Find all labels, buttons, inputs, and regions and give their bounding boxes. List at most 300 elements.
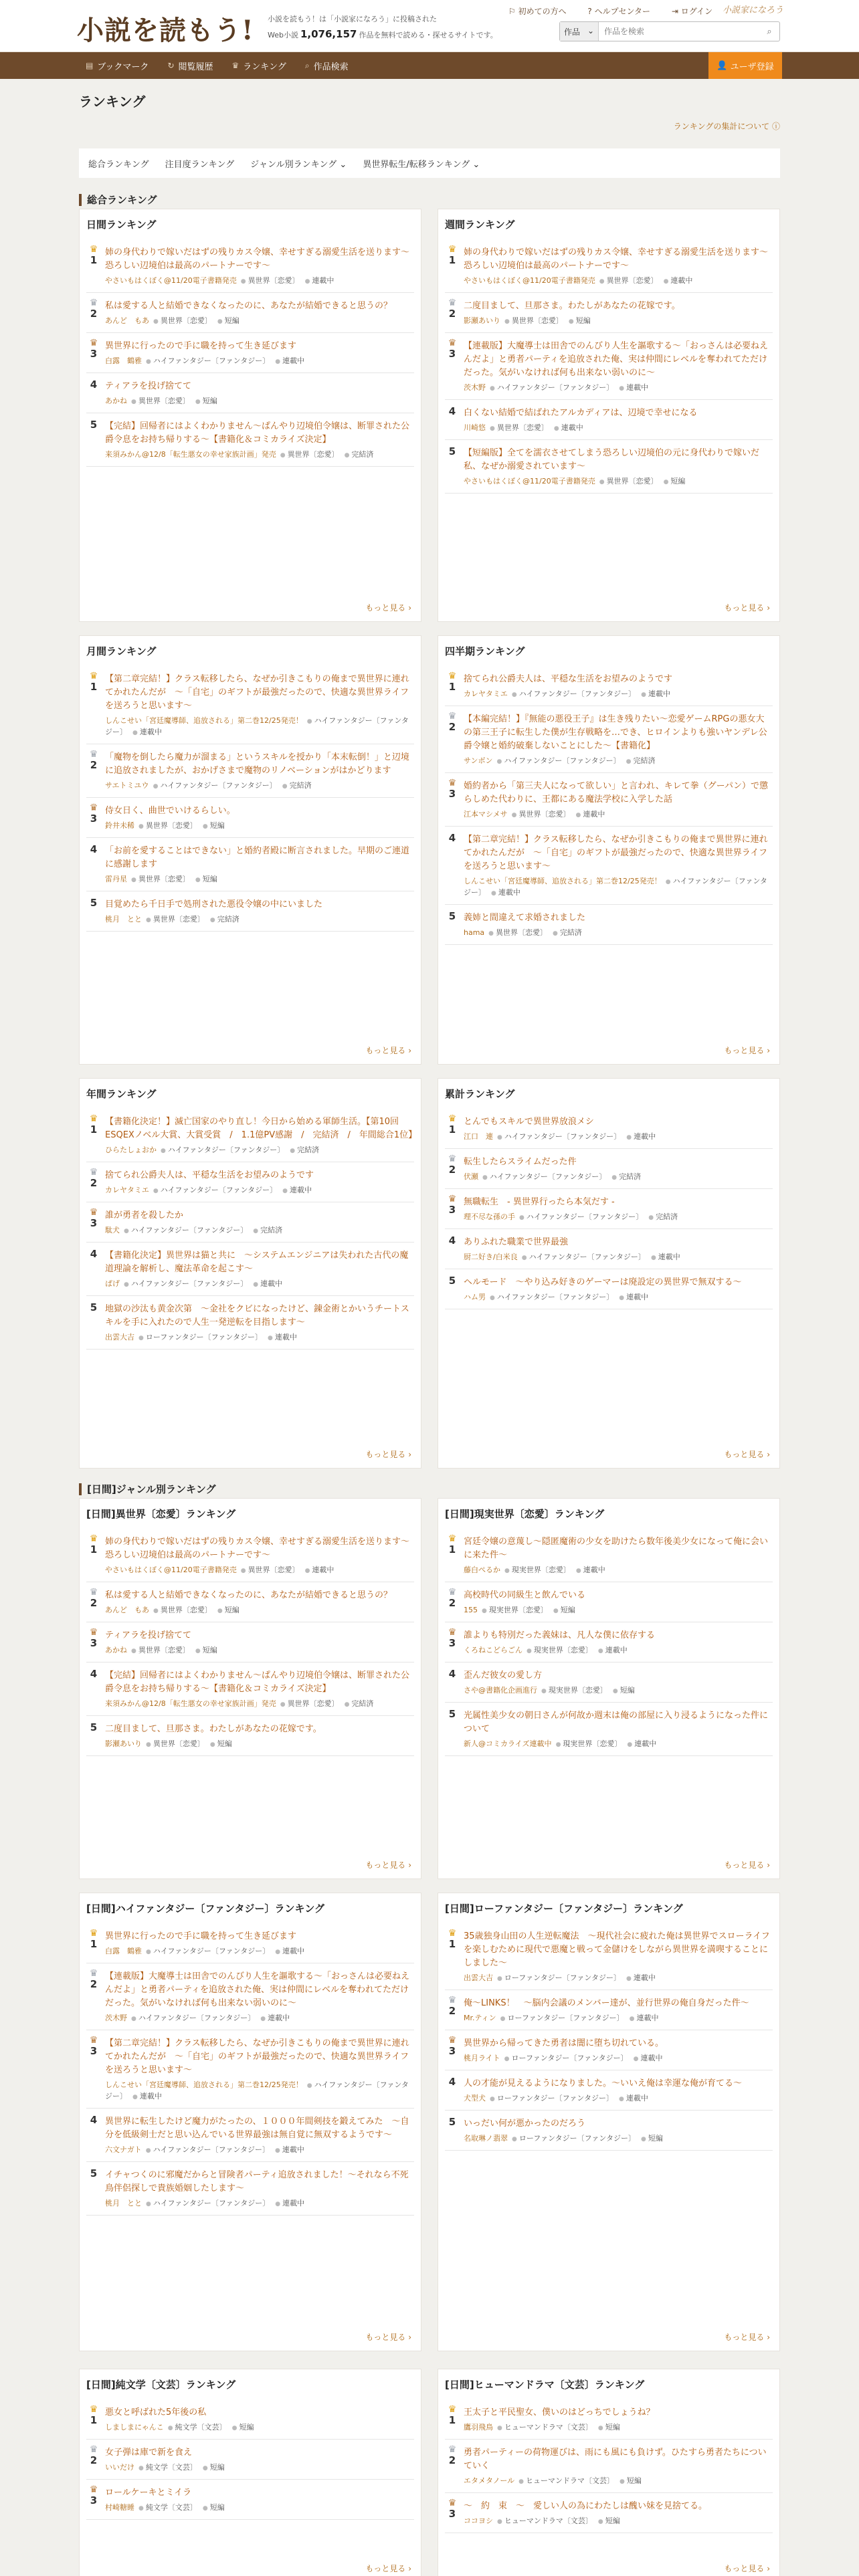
- crown-icon: ♛: [448, 1154, 457, 1164]
- crown-icon: ♛: [448, 2444, 457, 2455]
- novel-tag: ● ハイファンタジー〔ファンタジー〕: [464, 877, 767, 897]
- more-link[interactable]: もっと見る ›: [365, 2564, 411, 2573]
- tab-attention[interactable]: 注目度ランキング: [165, 159, 235, 170]
- rank-badge: [86, 2114, 101, 2126]
- author-link[interactable]: 茨木野: [464, 383, 486, 392]
- author-link[interactable]: 鈴井未稀: [105, 821, 134, 830]
- novel-title-link[interactable]: 高校時代の同級生と飲んでいる: [464, 1590, 586, 1600]
- novel-title-link[interactable]: ティアラを投げ捨てて: [105, 381, 191, 391]
- ranking-card: [79, 1893, 421, 2351]
- novel-title-link[interactable]: 異世界に行ったので手に職を持って生き延びます: [105, 341, 297, 351]
- rank-number: 4: [448, 1235, 456, 1247]
- more-link[interactable]: もっと見る ›: [365, 603, 411, 613]
- novel-tag: ● 連載中: [491, 888, 520, 897]
- more-link[interactable]: もっと見る ›: [724, 603, 770, 613]
- ranking-item: [86, 1923, 414, 1963]
- author-link[interactable]: あんど もあ: [105, 1606, 149, 1614]
- ranking-card: [438, 1498, 780, 1879]
- ranking-card-title: [日間]異世界〔恋愛〕ランキング: [86, 1508, 236, 1520]
- author-link[interactable]: 藤白ぺるか: [464, 1566, 500, 1574]
- novel-tag: ● 異世界〔恋愛〕: [241, 276, 300, 285]
- novel-tag: ● ハイファンタジー〔ファンタジー〕: [146, 2145, 270, 2154]
- novel-meta: [464, 2516, 773, 2527]
- ranking-item: [445, 2111, 773, 2151]
- novel-title-link[interactable]: ありふれた職業で世界最強: [464, 1237, 569, 1247]
- author-link[interactable]: ひらたしょおか: [105, 1146, 157, 1154]
- novel-title-link[interactable]: 【連載版】大魔導士は田舎でのんびり人生を謳歌する〜「おっさんは必要ねえんだよ」と勇者パーティを追放された俺、実は仲間にレベルを奪われてただけだった。気がいなければ何も出来ない弱いのに〜: [464, 341, 769, 378]
- novel-tag: ● 短編: [232, 2423, 254, 2432]
- rank-number: 4: [90, 1248, 98, 1260]
- novel-title-link[interactable]: 無職転生 - 異世界行ったら本気だす -: [464, 1197, 615, 1207]
- author-link[interactable]: 江口 連: [464, 1132, 493, 1141]
- register-button[interactable]: [708, 52, 782, 79]
- chevron-down-icon: ⌄: [587, 26, 594, 35]
- narou-brand-logo[interactable]: 小説家になろう: [723, 5, 784, 15]
- novel-title-link[interactable]: 王太子と平民聖女、僕いのはどっちでしょうね？: [464, 2407, 655, 2418]
- tab-isekai[interactable]: 異世界転生/転移ランキング ⌄: [363, 159, 480, 170]
- crown-icon: ♛: [448, 298, 457, 308]
- ranking-item: [445, 1269, 773, 1309]
- novel-meta: [464, 1172, 773, 1183]
- ranking-item: [445, 2399, 773, 2440]
- novel-title-link[interactable]: 〜 約 束 〜 愛しい人の為にわたしは醜い妹を見捨てる。: [464, 2501, 708, 2511]
- author-link[interactable]: しんこせい「宮廷魔導師、追放される」第二巻12/25発売！: [105, 716, 303, 725]
- novel-title-link[interactable]: 転生したらスライムだった件: [464, 1157, 577, 1167]
- author-link[interactable]: しましまにゃんこ: [105, 2423, 164, 2432]
- stats-suffix: 作品を無料で読める・探せるサイトです。: [359, 31, 498, 39]
- rank-number: 1: [90, 681, 98, 693]
- novel-tag: ● 現実世界〔恋愛〕: [504, 1566, 571, 1574]
- more-link[interactable]: もっと見る ›: [365, 1860, 411, 1870]
- rank-number: 3: [90, 2494, 98, 2506]
- author-link[interactable]: 理不尽な孫の手: [464, 1212, 515, 1221]
- novel-meta: [105, 1565, 414, 1576]
- rank-badge: [86, 2036, 101, 2057]
- author-link[interactable]: 雷丹星: [105, 875, 127, 883]
- ranking-card: [79, 1498, 421, 1879]
- ranking-item: [445, 239, 773, 293]
- more-link[interactable]: もっと見る ›: [724, 1450, 770, 1459]
- more-link[interactable]: もっと見る ›: [724, 1860, 770, 1870]
- novel-title-link[interactable]: 【第二章完結！】クラス転移したら、なぜか引きこもりの俺まで異世界に連れてかれたんだが 〜「自宅」のギフトが最強だったので、快適な異世界ライフを送ろうと思います〜: [105, 674, 409, 711]
- author-link[interactable]: 桃月ライト: [464, 2054, 500, 2062]
- novel-tag: ● 連載中: [260, 2014, 290, 2022]
- author-link[interactable]: やさいもはくぼく@11/20電子書籍発売: [464, 477, 595, 486]
- crown-icon: ♛: [89, 1207, 98, 1218]
- author-link[interactable]: カレヤタミエ: [105, 1186, 149, 1194]
- novel-title-link[interactable]: 二度目まして、旦那さま。わたしがあなたの花嫁です。: [464, 301, 680, 311]
- novel-tag: ● 連載中: [626, 1973, 656, 1982]
- author-link[interactable]: 桃月 とと: [105, 915, 142, 924]
- novel-tag: ● ローファンタジー〔ファンタジー〕: [490, 2094, 613, 2103]
- rank-number: 3: [448, 348, 456, 360]
- rank-badge: [445, 778, 460, 800]
- rank-number: 2: [448, 2454, 456, 2466]
- author-link[interactable]: サンボン: [464, 756, 493, 765]
- rank-number: 1: [90, 1123, 98, 1136]
- ranking-card-title: [日間]ハイファンタジー〔ファンタジー〕ランキング: [86, 1903, 325, 1915]
- rank-number: 1: [90, 2414, 98, 2426]
- ranking-item: [86, 1162, 414, 1202]
- novel-title-link[interactable]: 私は愛する人と結婚できなくなったのに、あなたが結婚できると思うの？: [105, 1590, 393, 1600]
- novel-tag: ● ハイファンタジー〔ファンタジー〕: [131, 2014, 255, 2022]
- author-link[interactable]: 新人@コミカライズ連載中: [464, 1739, 552, 1748]
- nav-bookmark-label: ブックマーク: [97, 62, 149, 72]
- search-input[interactable]: [599, 22, 759, 41]
- novel-meta: [105, 1739, 414, 1750]
- rank-badge: [445, 1275, 460, 1287]
- novel-tag: ● 連載中: [619, 1293, 648, 1301]
- help-center-link[interactable]: ? ヘルプセンター: [587, 7, 651, 16]
- stats-count: 1,076,157: [300, 28, 357, 40]
- novel-meta: [464, 2013, 773, 2024]
- more-link[interactable]: もっと見る ›: [365, 2333, 411, 2342]
- rank-badge: [445, 2445, 460, 2466]
- novel-title-link[interactable]: 【書籍化決定】異世界は猫と共に 〜システムエンジニアは失われた古代の魔道理論を解析し、魔法革命を起こす〜: [105, 1251, 409, 1274]
- author-link[interactable]: 影瀬あいり: [105, 1739, 142, 1748]
- rank-number: 1: [448, 1543, 456, 1555]
- more-link[interactable]: もっと見る ›: [365, 1046, 411, 1055]
- novel-tag: ● ハイファンタジー〔ファンタジー〕: [124, 1226, 248, 1235]
- site-logo[interactable]: 小説を読もう!: [77, 15, 254, 46]
- author-link[interactable]: 出雲大吉: [464, 1973, 493, 1982]
- rank-badge: [86, 1929, 101, 1950]
- novel-title-link[interactable]: 捨てられ公爵夫人は、平穏な生活をお望みのようです: [105, 1170, 314, 1180]
- author-link[interactable]: 江本マシメサ: [464, 810, 508, 819]
- novel-tag: ● 連載中: [598, 1646, 628, 1654]
- novel-tag: ● ローファンタジー〔ファンタジー〕: [512, 2134, 636, 2143]
- novel-title-link[interactable]: 【第二章完結！】クラス転移したら、なぜか引きこもりの俺まで異世界に連れてかれたんだが 〜「自宅」のギフトが最強だったので、快適な異世界ライフを送ろうと思います〜: [105, 2038, 409, 2075]
- rank-number: 3: [448, 2508, 456, 2520]
- rank-number: 3: [448, 2045, 456, 2057]
- crown-icon: ♛: [231, 61, 240, 70]
- novel-title-link[interactable]: 姉の身代わりで嫁いだはずの残りカス令嬢、幸せすぎる溺愛生活を送ります〜恐ろしい辺境伯は最高のパートナーです〜: [464, 247, 769, 271]
- rank-number: 5: [448, 1275, 456, 1287]
- novel-title-link[interactable]: イチャつくのに邪魔だからと冒険者パーティ追放されました！〜それなら不死鳥伴侶探しで貴族婚姻したします〜: [105, 2170, 409, 2193]
- crown-icon: ♛: [89, 1533, 98, 1544]
- rank-number: 1: [448, 1123, 456, 1136]
- ranking-item: [86, 1529, 414, 1582]
- ranking-item: [445, 905, 773, 945]
- nav-history[interactable]: [167, 60, 213, 72]
- crown-icon: ♛: [448, 1995, 457, 2006]
- crown-icon: ♛: [89, 1113, 98, 1124]
- author-link[interactable]: 六文ナガト: [105, 2145, 142, 2154]
- novel-meta: [464, 876, 773, 899]
- novel-title-link[interactable]: 誰が勇者を殺したか: [105, 1210, 184, 1220]
- author-link[interactable]: やさいもはくぼく@11/20電子書籍発売: [464, 276, 595, 285]
- login-link[interactable]: ⇥ ログイン: [671, 7, 713, 16]
- author-link[interactable]: 犬型犬: [464, 2094, 486, 2103]
- author-link[interactable]: Mr.ティン: [464, 2014, 496, 2022]
- ranking-item: [86, 413, 414, 467]
- novel-title-link[interactable]: ヘルモード 〜やり込み好きのゲーマーは廃設定の異世界で無双する〜: [464, 1277, 742, 1287]
- author-link[interactable]: ぱげ: [105, 1279, 120, 1288]
- author-link[interactable]: 鷹羽飛鳥: [464, 2423, 493, 2432]
- novel-title-link[interactable]: 白くない結婚で結ばれたアルカディアは、辺境で幸せになる: [464, 408, 698, 418]
- novel-meta: [105, 1225, 414, 1237]
- novel-meta: [105, 2145, 414, 2156]
- ranking-item: [86, 666, 414, 744]
- novel-tag: ● 連載中: [641, 689, 670, 698]
- rank-badge: [445, 671, 460, 693]
- author-link[interactable]: しんこせい「宮廷魔導師、追放される」第二巻12/25発売！: [105, 2080, 303, 2089]
- novel-title-link[interactable]: 【書籍化決定！】滅亡国家のやり直し！今日から始める軍師生活。【第10回ESQEXノベル大賞、大賞受賞 / 1.1億PV感謝 / 完結済 / 年間総合1位】: [105, 1117, 417, 1140]
- novel-title-link[interactable]: 誰よりも特別だった義妹は、凡人な僕に依存する: [464, 1630, 656, 1640]
- novel-title-link[interactable]: 女子弾は庫で新を食え: [105, 2448, 193, 2458]
- novel-meta: [464, 689, 773, 700]
- crown-icon: ♛: [448, 1627, 457, 1638]
- rank-number: 4: [448, 832, 456, 844]
- author-link[interactable]: 厨二好き/白米良: [464, 1253, 518, 1261]
- novel-tag: ● 連載中: [275, 2199, 304, 2208]
- novel-tag: ● 現実世界〔恋愛〕: [541, 1686, 607, 1695]
- novel-title-link[interactable]: 【本編完結！】『無能の悪役王子』は生き残りたい〜恋愛ゲームRPGの悪女大の第三王子に転生した僕が生存戦略を…でき、ヒロインよりも強いヤンデレ公爵令嬢と婚約破棄しないことにした〜【書籍化】: [464, 714, 767, 751]
- ranking-item: [445, 1109, 773, 1149]
- author-link[interactable]: 来須みかん@12/8「転生悪女の幸せ家族計画」発売: [105, 1699, 276, 1708]
- rank-number: 5: [448, 2116, 456, 2128]
- author-link[interactable]: 桃月 とと: [105, 2199, 142, 2208]
- ranking-item: [86, 2030, 414, 2109]
- rank-number: 1: [90, 1543, 98, 1555]
- novel-meta: [105, 316, 414, 327]
- rank-number: 3: [90, 1217, 98, 1229]
- novel-tag: ● 完結済: [611, 1172, 641, 1181]
- rank-number: 2: [90, 308, 98, 320]
- rank-badge: [86, 245, 101, 266]
- ranking-item: [445, 1582, 773, 1622]
- author-link[interactable]: 白露 鶴雅: [105, 1947, 142, 1955]
- author-link[interactable]: しんこせい「宮廷魔導師、追放される」第二巻12/25発売！: [464, 877, 662, 885]
- novel-meta: [105, 276, 414, 287]
- novel-meta: [105, 780, 414, 792]
- novel-tag: ● 短編: [553, 1606, 575, 1614]
- nav-search[interactable]: [305, 60, 349, 72]
- more-link[interactable]: もっと見る ›: [724, 2564, 770, 2573]
- nav-ranking[interactable]: [232, 60, 286, 72]
- novel-tag: ● 異世界〔恋愛〕: [241, 1566, 300, 1574]
- crown-icon: ♛: [89, 1928, 98, 1939]
- rank-number: 2: [448, 1164, 456, 1176]
- rank-badge: [445, 2405, 460, 2426]
- novel-title-link[interactable]: 私は愛する人と結婚できなくなったのに、あなたが結婚できると思うの？: [105, 301, 393, 311]
- novel-meta: [105, 1332, 414, 1344]
- ranking-item: [445, 1662, 773, 1703]
- rank-badge: [445, 712, 460, 733]
- rank-badge: [445, 1114, 460, 1136]
- ranking-card: [79, 2369, 421, 2576]
- novel-tag: ● 短編: [195, 875, 217, 883]
- novel-tag: ● 連載中: [627, 1739, 656, 1748]
- rank-number: 2: [90, 2454, 98, 2466]
- novel-title-link[interactable]: 異世界に行ったので手に職を持って生き延びます: [105, 1931, 297, 1941]
- novel-title-link[interactable]: 勇者パーティーの荷物運びは、雨にも風にも負けず。ひたすら勇者たちについていく: [464, 2448, 767, 2471]
- novel-tag: ● 完結済: [210, 915, 240, 924]
- crown-icon: ♛: [448, 2404, 457, 2415]
- rank-number: 5: [90, 1721, 98, 1733]
- first-time-label: 初めての方へ: [518, 7, 567, 16]
- ranking-item: [86, 1582, 414, 1622]
- author-link[interactable]: やさいもはくぼく@11/20電子書籍発売: [105, 276, 237, 285]
- author-link[interactable]: 名取琳ノ翡翠: [464, 2134, 508, 2143]
- ranking-item: [445, 1189, 773, 1229]
- crown-icon: ♛: [448, 2498, 457, 2508]
- rank-number: 4: [448, 405, 456, 417]
- novel-tag: ● 異世界〔恋愛〕: [488, 928, 547, 937]
- author-link[interactable]: ココヨシ: [464, 2516, 493, 2525]
- novel-title-link[interactable]: 悪女と呼ばれた5年後の私: [105, 2407, 207, 2418]
- novel-tag: ● 短編: [203, 821, 225, 830]
- author-link[interactable]: エタメタノール: [464, 2476, 515, 2485]
- novel-tag: ● 連載中: [132, 2092, 162, 2101]
- novel-title-link[interactable]: 目覚めたら千日手で処刑された悪役令嬢の中にいました: [105, 899, 323, 909]
- author-link[interactable]: hama: [464, 928, 485, 937]
- ranking-card-title: [日間]純文学〔文芸〕ランキング: [86, 2379, 236, 2391]
- novel-meta: [464, 2053, 773, 2064]
- novel-title-link[interactable]: 「お前を愛することはできない」と婚約者殿に断言されました。早期のご連道に感謝します: [105, 846, 410, 869]
- author-link[interactable]: カレヤタミエ: [464, 689, 508, 698]
- author-link[interactable]: やさいもはくぼく@11/20電子書籍発売: [105, 1566, 237, 1574]
- ranking-card: [438, 1893, 780, 2351]
- novel-tag: ● ヒューマンドラマ〔文芸〕: [518, 2476, 614, 2485]
- novel-title-link[interactable]: 歪んだ彼女の愛し方: [464, 1671, 543, 1681]
- novel-title-link[interactable]: 侍女日く、曲世でいけるらしい。: [105, 806, 235, 816]
- author-link[interactable]: いいだけ: [105, 2463, 134, 2472]
- novel-tag: ● 異世界〔恋愛〕: [153, 1606, 212, 1614]
- author-link[interactable]: 155: [464, 1606, 478, 1614]
- novel-title-link[interactable]: 姉の身代わりで嫁いだはずの残りカス令嬢、幸せすぎる溺愛生活を送ります〜恐ろしい辺境伯は最高のパートナーです〜: [105, 1537, 410, 1560]
- novel-title-link[interactable]: 地獄の沙汰も黄金次第 〜金社をクビになったけど、錬金術とかいうチートスキルを手に入れたので人生一発逆転を目指します〜: [105, 1304, 409, 1327]
- rank-number: 4: [448, 1668, 456, 1680]
- novel-title-link[interactable]: 宮廷令嬢の意蔑し〜隠匿魔術の少女を助けたら数年後美少女になって俺に会いに来た件〜: [464, 1537, 769, 1560]
- tab-genre[interactable]: ジャンル別ランキング ⌄: [250, 159, 347, 170]
- author-link[interactable]: 伏瀬: [464, 1172, 478, 1181]
- author-link[interactable]: 川崎悠: [464, 423, 486, 432]
- novel-title-link[interactable]: 【第二章完結！】クラス転移したら、なぜか引きこもりの俺まで異世界に連れてかれたんだが 〜「自宅」のギフトが最強だったので、快適な異世界ライフを送ろうと思います〜: [464, 835, 768, 871]
- ranking-item: [445, 293, 773, 333]
- ranking-card-title: [日間]ヒューマンドラマ〔文芸〕ランキング: [445, 2379, 645, 2391]
- ranking-item: [86, 1296, 414, 1350]
- novel-title-link[interactable]: 捨てられ公爵夫人は、平穏な生活をお望みのようです: [464, 674, 673, 684]
- novel-title-link[interactable]: 人の才能が見えるようになりました。〜いいえ俺は幸運な俺が育てる〜: [464, 2078, 743, 2088]
- author-link[interactable]: あかね: [105, 397, 127, 405]
- rank-number: 5: [448, 910, 456, 922]
- novel-tag: ● 連載中: [651, 1253, 680, 1261]
- search-category-select[interactable]: [560, 22, 599, 41]
- novel-tag: ● ハイファンタジー〔ファンタジー〕: [105, 2080, 409, 2101]
- ranking-item: [445, 333, 773, 400]
- novel-title-link[interactable]: いっだい何が悪かったのだろう: [464, 2119, 586, 2129]
- more-link[interactable]: もっと見る ›: [724, 2333, 770, 2342]
- ranking-card-title: 年間ランキング: [86, 1088, 157, 1100]
- author-link[interactable]: ハム男: [464, 1293, 486, 1301]
- rank-badge: [86, 750, 101, 771]
- novel-tag: ● 連載中: [253, 1279, 282, 1288]
- author-link[interactable]: サエトミユウ: [105, 781, 149, 790]
- rank-badge: [445, 832, 460, 844]
- novel-title-link[interactable]: とんでもスキルで異世界放浪メシ: [464, 1117, 594, 1127]
- ranking-aggregation-link[interactable]: ランキングの集計について ⓘ: [673, 122, 780, 131]
- nav-bookmark[interactable]: [86, 60, 149, 72]
- rank-badge: [86, 1969, 101, 1990]
- rank-number: 1: [448, 254, 456, 266]
- novel-title-link[interactable]: 婚約者から「第三夫人になって欲しい」と言われ、キレて拳（グーパン）で懲らしめた代わりに、王都にある魔法学校に入学した話: [464, 781, 769, 804]
- novel-title-link[interactable]: 姉の身代わりで嫁いだはずの残りカス令嬢、幸せすぎる溺愛生活を送ります〜恐ろしい辺境伯は最高のパートナーです〜: [105, 247, 410, 271]
- rank-number: 4: [90, 843, 98, 855]
- novel-tag: ● 異世界〔恋愛〕: [512, 810, 571, 819]
- novel-title-link[interactable]: 【短編版】全てを濡衣させてしまう恐ろしい辺境伯の元に身代わりで嫁いだ私、なぜか溺愛されています〜: [464, 448, 760, 471]
- novel-title-link[interactable]: 光属性美少女の朝日さんが何故か週末は俺の部屋に入り浸るようになった件について: [464, 1711, 769, 1734]
- rank-badge: [86, 803, 101, 825]
- novel-meta: [464, 1645, 773, 1656]
- author-link[interactable]: あんど もあ: [105, 316, 149, 325]
- author-link[interactable]: 駄犬: [105, 1226, 120, 1235]
- rank-badge: [86, 1588, 101, 1609]
- novel-title-link[interactable]: 義姉と間違えて求婚されました: [464, 913, 586, 923]
- novel-meta: [464, 276, 773, 287]
- author-link[interactable]: あかね: [105, 1646, 127, 1654]
- novel-title-link[interactable]: 35歳独身山田の人生逆転魔法 〜現代社会に疲れた俺は異世界でスローライフを楽しむために現代で悪魔と戦って金儲けをしながら異世界を満喫することにしました〜: [464, 1931, 770, 1968]
- author-link[interactable]: さや@書籍化企画進行: [464, 1686, 537, 1695]
- login-label: ログイン: [680, 7, 713, 16]
- author-link[interactable]: 影瀬あいり: [464, 316, 500, 325]
- crown-icon: ♛: [89, 1587, 98, 1598]
- novel-meta: [105, 716, 414, 738]
- novel-title-link[interactable]: 【完結】回帰者にはよくわかりません〜ぱんやり辺境伯令嬢は、断罪された公爵令息をお持ち帰りする〜【書籍化＆コミカライズ決定】: [105, 1671, 410, 1694]
- author-link[interactable]: 村崎糖睡: [105, 2503, 134, 2512]
- tab-total[interactable]: 総合ランキング: [88, 159, 149, 170]
- novel-title-link[interactable]: 異世界に転生したけど魔力がたったの、１０００年間剣技を鍛えてみた 〜自分を低級剣士だと思い込んでいる世界最強は無自覚に無双するようです〜: [105, 2117, 409, 2140]
- novel-meta: [105, 2080, 414, 2103]
- novel-tag: ● ハイファンタジー〔ファンタジー〕: [146, 356, 270, 365]
- tagline: 小説を読もう！は「小説家になろう」に投稿された: [268, 15, 437, 23]
- novel-tag: ● ハイファンタジー〔ファンタジー〕: [519, 1212, 643, 1221]
- more-link[interactable]: もっと見る ›: [365, 1450, 411, 1459]
- crown-icon: ♛: [89, 2484, 98, 2495]
- novel-meta: [105, 1645, 414, 1656]
- ranking-item: [445, 1990, 773, 2030]
- novel-meta: [464, 316, 773, 327]
- novel-tag: ● 連載中: [282, 1186, 312, 1194]
- first-time-link[interactable]: ⚐ 初めての方へ: [508, 7, 567, 16]
- novel-meta: [105, 1946, 414, 1957]
- author-link[interactable]: くろねこどらごん: [464, 1646, 522, 1654]
- novel-tag: ● ハイファンタジー〔ファンタジー〕: [490, 1293, 613, 1301]
- rank-badge: [86, 2485, 101, 2506]
- author-link[interactable]: 出雲大吉: [105, 1333, 134, 1341]
- novel-title-link[interactable]: 俺〜LINKS！ 〜脳内会議のメンバー達が、並行世界の俺自身だった件〜: [464, 1998, 749, 2008]
- more-link[interactable]: もっと見る ›: [724, 1046, 770, 1055]
- ranking-item: [445, 773, 773, 827]
- rank-number: 4: [90, 1668, 98, 1680]
- novel-title-link[interactable]: ロールケーキとミイラ: [105, 2488, 192, 2498]
- novel-title-link[interactable]: 二度目まして、旦那さま。わたしがあなたの花嫁です。: [105, 1724, 322, 1734]
- search-icon[interactable]: ⌕: [767, 26, 772, 37]
- novel-tag: ● ハイファンタジー〔ファンタジー〕: [496, 756, 620, 765]
- ranking-item: [445, 1149, 773, 1189]
- novel-title-link[interactable]: 異世界から帰ってきた勇者は闇に堕ち切れている。: [464, 2038, 664, 2048]
- novel-tag: ● 短編: [217, 1606, 240, 1614]
- novel-title-link[interactable]: 【連載版】大魔導士は田舎でのんびり人生を謳歌する〜「おっさんは必要ねえんだよ」と勇者パーティを追放された俺、実は仲間にレベルを奪われてただけだった。気がいなければ何も出来ない弱いのに〜: [105, 1971, 410, 2008]
- novel-title-link[interactable]: 【完結】回帰者にはよくわかりません〜ぱんやり辺境伯令嬢は、断罪された公爵令息をお持ち帰りする〜【書籍化＆コミカライズ決定】: [105, 421, 410, 445]
- novel-title-link[interactable]: 「魔物を倒したら魔力が溜まる」というスキルを授かり「本末転倒！」と辺境に追放されましたが、おかげさまで魔物のリノベーションがはかどります: [105, 752, 409, 776]
- author-link[interactable]: 来須みかん@12/8「転生悪女の幸せ家族計画」発売: [105, 450, 276, 459]
- novel-tag: ● 短編: [613, 1686, 635, 1695]
- author-link[interactable]: 茨木野: [105, 2014, 127, 2022]
- novel-tag: ● 連載中: [275, 356, 304, 365]
- novel-title-link[interactable]: ティアラを投げ捨てて: [105, 1630, 191, 1640]
- author-link[interactable]: 白露 鶴雅: [105, 356, 142, 365]
